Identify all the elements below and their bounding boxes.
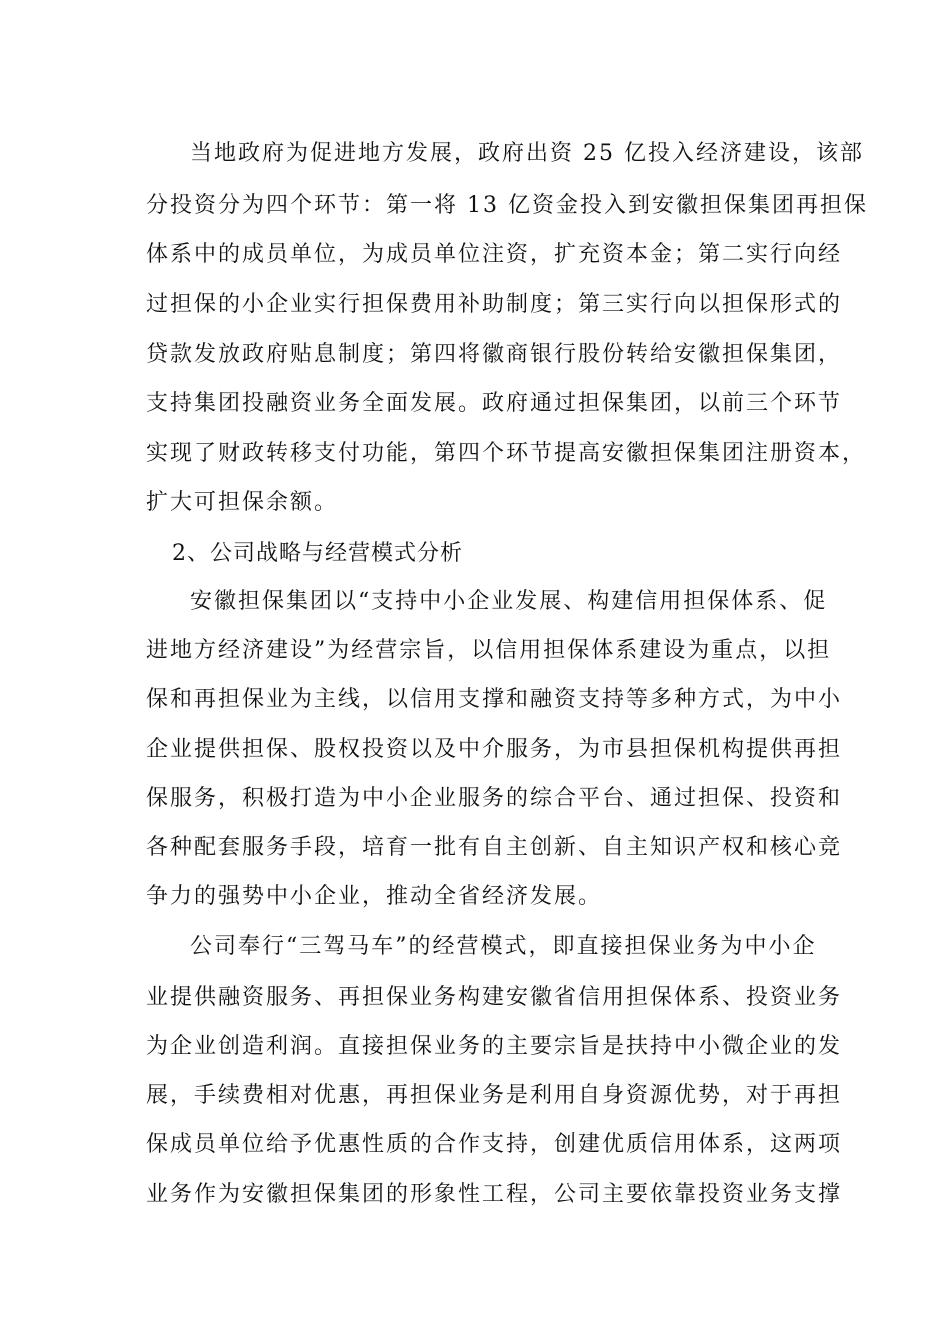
paragraph-1-line-6: 支持集团投融资业务全面发展。政府通过担保集团，以前三个环节 [146,391,843,416]
paragraph-3-line-2: 业提供融资服务、再担保业务构建安徽省信用担保体系、投资业务 [146,985,843,1010]
paragraph-1-line-2: 分投资分为四个环节：第一将 13 亿资金投入到安徽担保集团再担保 [146,193,868,218]
paragraph-2-line-7: 争力的强势中小企业，推动全省经济发展。 [146,884,603,909]
paragraph-3-line-6: 业务作为安徽担保集团的形象性工程，公司主要依靠投资业务支撑 [146,1182,843,1207]
paragraph-3-line-5: 保成员单位给予优惠性质的合作支持，创建优质信用体系，这两项 [146,1132,843,1157]
paragraph-2-line-5: 保服务，积极打造为中小企业服务的综合平台、通过担保、投资和 [146,786,843,811]
paragraph-1-line-4: 过担保的小企业实行担保费用补助制度；第三实行向以担保形式的 [146,292,843,317]
paragraph-1-line-3: 体系中的成员单位，为成员单位注资，扩充资本金；第二实行向经 [146,242,843,267]
section-heading: 2、公司战略与经营模式分析 [172,541,463,566]
paragraph-3-line-1: 公司奉行“三驾马车”的经营模式，即直接担保业务为中小企 [190,934,817,959]
paragraph-2-line-3: 保和再担保业为主线，以信用支撑和融资支持等多种方式，为中小 [146,687,843,712]
paragraph-3-line-4: 展，手续费相对优惠，再担保业务是利用自身资源优势，对于再担 [146,1083,843,1108]
paragraph-1-line-1: 当地政府为促进地方发展，政府出资 25 亿投入经济建设，该部 [190,141,864,166]
paragraph-2-line-6: 各种配套服务手段，培育一批有自主创新、自主知识产权和核心竞 [146,835,843,860]
paragraph-1-line-7: 实现了财政转移支付功能，第四个环节提高安徽担保集团注册资本， [146,441,867,466]
paragraph-3-line-3: 为企业创造利润。直接担保业务的主要宗旨是扶持中小微企业的发 [146,1034,843,1059]
paragraph-2-line-1: 安徽担保集团以“支持中小企业发展、构建信用担保体系、促 [190,589,828,614]
paragraph-1-line-8: 扩大可担保余额。 [146,490,339,515]
paragraph-1-line-5: 贷款发放政府贴息制度；第四将徽商银行股份转给安徽担保集团， [146,342,843,367]
paragraph-2-line-2: 进地方经济建设”为经营宗旨，以信用担保体系建设为重点，以担 [146,638,832,663]
paragraph-2-line-4: 企业提供担保、股权投资以及中介服务，为市县担保机构提供再担 [146,737,843,762]
